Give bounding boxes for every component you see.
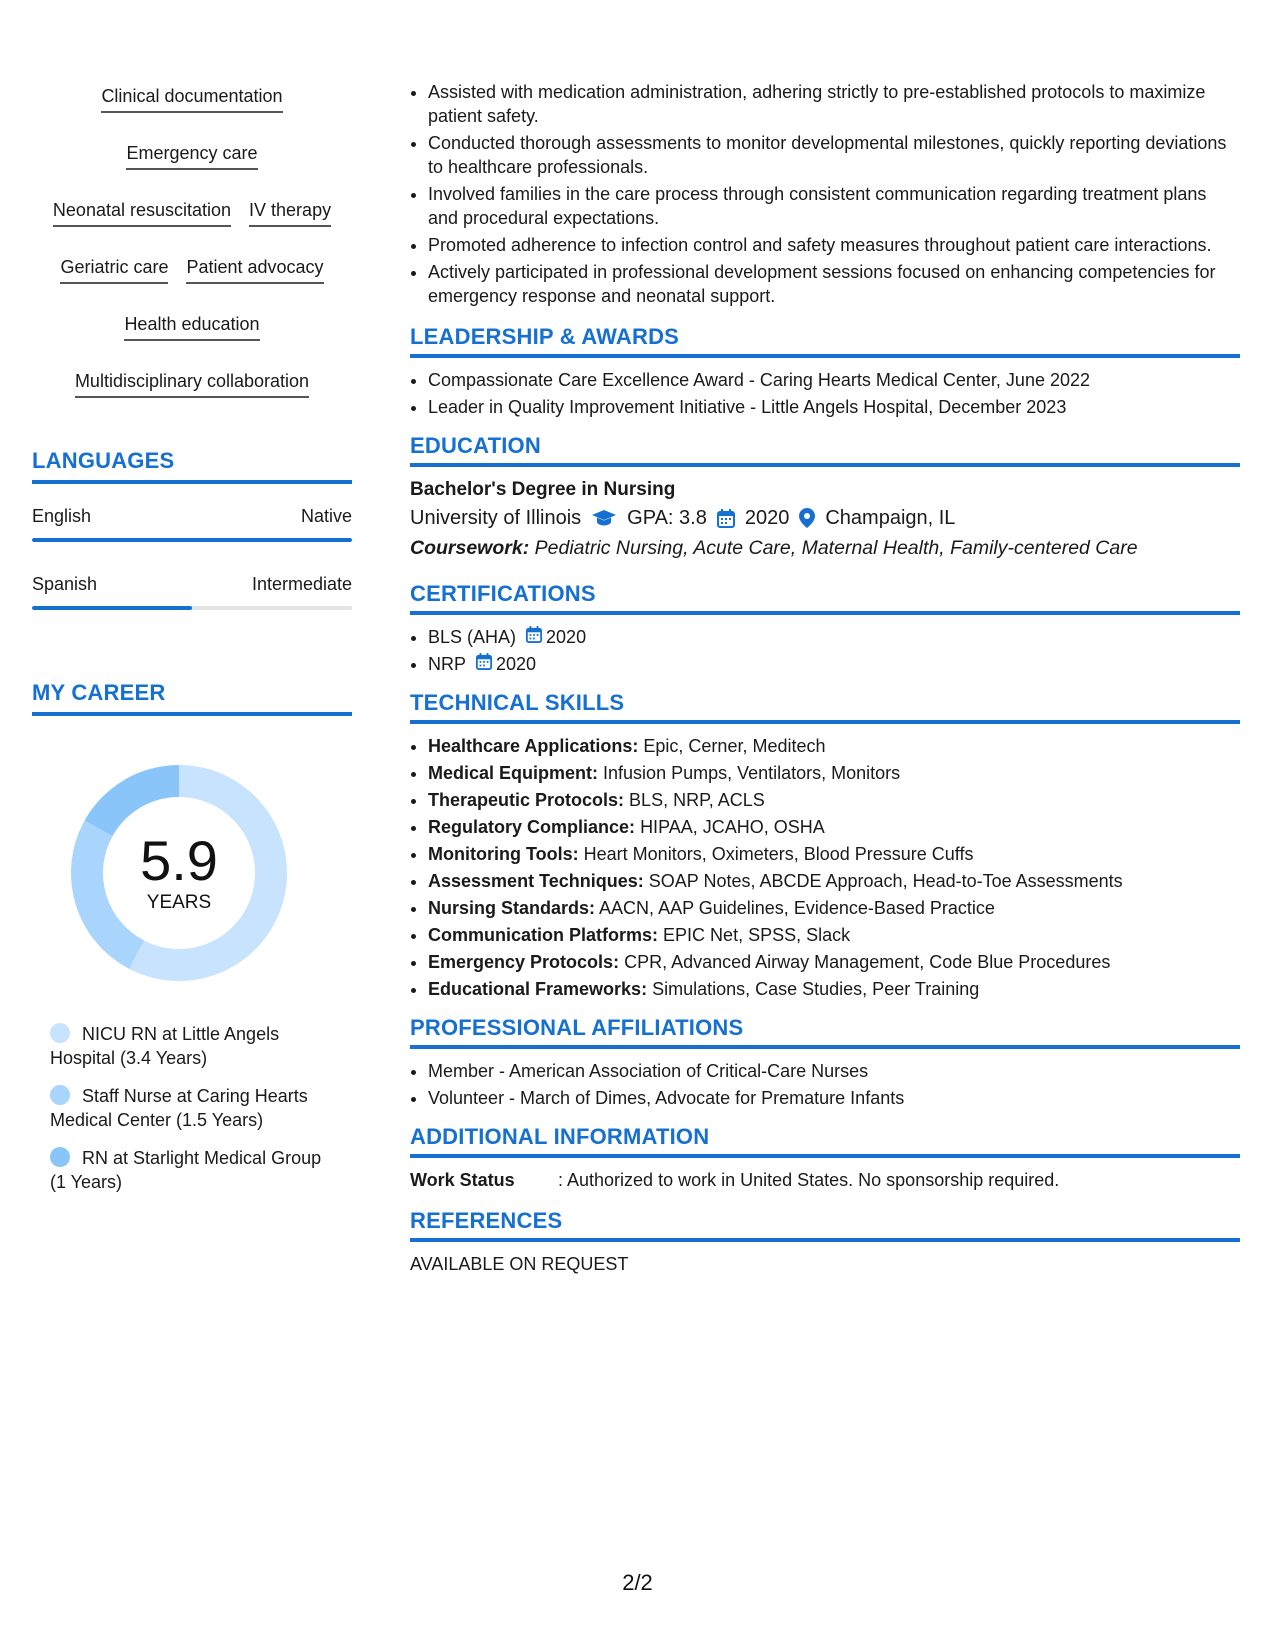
language-level: Intermediate	[251, 574, 352, 594]
certifications-section	[410, 581, 1240, 676]
graduation-year: 2020	[744, 507, 790, 529]
language-name: English	[32, 506, 92, 526]
coursework-label: Coursework:	[410, 537, 530, 559]
career-section	[32, 680, 352, 1194]
skill-tag: Geriatric care	[60, 255, 168, 284]
education-section	[410, 433, 1240, 563]
career-donut	[64, 758, 294, 988]
certifications-title: CERTIFICATIONS	[410, 581, 1240, 615]
skill-category: Assessment Techniques:	[428, 871, 644, 891]
gpa: GPA: 3.8	[627, 507, 707, 529]
list-item: • Involved families in the care process through consistent communication regarding treatment plans and procedural expectations.	[428, 182, 1240, 230]
languages-title: LANGUAGES	[32, 448, 352, 484]
technical-skills-section	[410, 690, 1240, 1001]
cert-year: 2020	[496, 654, 537, 674]
language-bar-fill	[32, 538, 352, 542]
language-item	[32, 504, 352, 542]
list-item	[428, 842, 1240, 866]
skill-values: Heart Monitors, Oximeters, Blood Pressure Cuffs	[583, 844, 974, 864]
list-item: • Volunteer - March of Dimes, Advocate for Premature Infants	[428, 1086, 1240, 1110]
affiliations-title: PROFESSIONAL AFFILIATIONS	[410, 1015, 1240, 1049]
cert-year: 2020	[546, 627, 587, 647]
list-item	[428, 652, 1240, 676]
career-total: 5.9	[140, 829, 218, 892]
education-details	[410, 503, 1240, 533]
career-unit: YEARS	[146, 892, 212, 913]
career-legend	[50, 1022, 330, 1194]
school-name: University of Illinois	[410, 507, 582, 529]
calendar-icon	[526, 625, 546, 649]
language-name: Spanish	[32, 574, 98, 594]
skill-values: Simulations, Case Studies, Peer Training	[652, 979, 980, 999]
right-column	[410, 80, 1240, 1276]
skill-category: Nursing Standards:	[428, 898, 596, 918]
calendar-icon	[476, 652, 496, 676]
additional-info-section	[410, 1124, 1240, 1192]
location-pin-icon	[799, 508, 815, 528]
work-status-label: Work Status	[410, 1170, 515, 1190]
language-item	[32, 572, 352, 610]
skill-tag: IV therapy	[249, 198, 331, 227]
skill-values: EPIC Net, SPSS, Slack	[663, 925, 851, 945]
education-title: EDUCATION	[410, 433, 1240, 467]
list-item	[428, 977, 1240, 1001]
additional-info-title: ADDITIONAL INFORMATION	[410, 1124, 1240, 1158]
list-item	[428, 869, 1240, 893]
affiliations-section	[410, 1015, 1240, 1110]
skill-category: Regulatory Compliance:	[428, 817, 636, 837]
skills-list	[32, 84, 352, 398]
experience-bullets	[410, 80, 1240, 308]
list-item: • Compassionate Care Excellence Award - Caring Hearts Medical Center, June 2022	[428, 368, 1240, 392]
skill-category: Emergency Protocols:	[428, 952, 620, 972]
references-title: REFERENCES	[410, 1208, 1240, 1242]
page-number: 2/2	[622, 1570, 653, 1595]
skill-tag: Multidisciplinary collaboration	[75, 369, 309, 398]
list-item	[428, 950, 1240, 974]
legend-item	[50, 1084, 330, 1132]
skill-values: BLS, NRP, ACLS	[629, 790, 765, 810]
list-item	[428, 761, 1240, 785]
language-bar	[32, 606, 352, 610]
technical-skills-title: TECHNICAL SKILLS	[410, 690, 1240, 724]
work-status-row	[410, 1168, 1240, 1192]
legend-item	[50, 1022, 330, 1070]
language-bar	[32, 538, 352, 542]
skill-values: CPR, Advanced Airway Management, Code Blue Procedures	[624, 952, 1111, 972]
language-level: Native	[300, 506, 352, 526]
left-column	[32, 84, 352, 1208]
coursework	[410, 533, 1240, 563]
list-item: • Leader in Quality Improvement Initiative - Little Angels Hospital, December 2023	[428, 395, 1240, 419]
list-item: • Conducted thorough assessments to monitor developmental milestones, quickly reporting deviations to healthcare professionals.	[428, 131, 1240, 179]
cert-name: BLS (AHA)	[428, 627, 517, 647]
skill-category: Monitoring Tools:	[428, 844, 579, 864]
skill-category: Communication Platforms:	[428, 925, 659, 945]
legend-label: NICU RN at Little Angels Hospital (3.4 Years)	[50, 1024, 280, 1068]
work-status-value: : Authorized to work in United States. No sponsorship required.	[558, 1170, 1060, 1190]
legend-label: Staff Nurse at Caring Hearts Medical Center (1.5 Years)	[50, 1086, 308, 1130]
list-item	[428, 734, 1240, 758]
skill-category: Therapeutic Protocols:	[428, 790, 625, 810]
skill-category: Educational Frameworks:	[428, 979, 648, 999]
skill-tag: Emergency care	[126, 141, 257, 170]
language-bar-fill	[32, 606, 192, 610]
list-item	[428, 788, 1240, 812]
legend-item	[50, 1146, 330, 1194]
skill-tag: Patient advocacy	[186, 255, 323, 284]
skill-category: Medical Equipment:	[428, 763, 599, 783]
list-item: • Promoted adherence to infection control and safety measures throughout patient care interactions.	[428, 233, 1240, 257]
list-item: • Member - American Association of Critical-Care Nurses	[428, 1059, 1240, 1083]
skill-tag: Health education	[124, 312, 259, 341]
skill-category: Healthcare Applications:	[428, 736, 639, 756]
legend-dot	[50, 1023, 70, 1043]
skill-values: Infusion Pumps, Ventilators, Monitors	[603, 763, 901, 783]
skill-values: AACN, AAP Guidelines, Evidence-Based Practice	[599, 898, 995, 918]
legend-dot	[50, 1085, 70, 1105]
cert-name: NRP	[428, 654, 467, 674]
list-item	[428, 815, 1240, 839]
list-item	[428, 923, 1240, 947]
career-title: MY CAREER	[32, 680, 352, 716]
skill-tag: Clinical documentation	[101, 84, 282, 113]
list-item: • Actively participated in professional development sessions focused on enhancing competencies for emergency response and neonatal support.	[428, 260, 1240, 308]
legend-dot	[50, 1147, 70, 1167]
degree-name: Bachelor's Degree in Nursing	[410, 479, 676, 500]
list-item: • Assisted with medication administration, adhering strictly to pre-established protocols to maximize patient safety.	[428, 80, 1240, 128]
skill-values: SOAP Notes, ABCDE Approach, Head-to-Toe Assessments	[648, 871, 1123, 891]
languages-section	[32, 448, 352, 610]
references-text: AVAILABLE ON REQUEST	[410, 1254, 629, 1274]
references-section	[410, 1208, 1240, 1276]
skill-tag: Neonatal resuscitation	[53, 198, 231, 227]
list-item	[428, 896, 1240, 920]
list-item	[428, 625, 1240, 649]
coursework-text: Pediatric Nursing, Acute Care, Maternal Health, Family-centered Care	[534, 537, 1138, 559]
graduation-cap-icon	[591, 509, 617, 527]
awards-section	[410, 324, 1240, 419]
skill-values: HIPAA, JCAHO, OSHA	[640, 817, 825, 837]
school-location: Champaign, IL	[825, 507, 956, 529]
legend-label: RN at Starlight Medical Group (1 Years)	[50, 1148, 322, 1192]
awards-title: LEADERSHIP & AWARDS	[410, 324, 1240, 358]
calendar-icon	[717, 509, 735, 528]
skill-values: Epic, Cerner, Meditech	[643, 736, 826, 756]
